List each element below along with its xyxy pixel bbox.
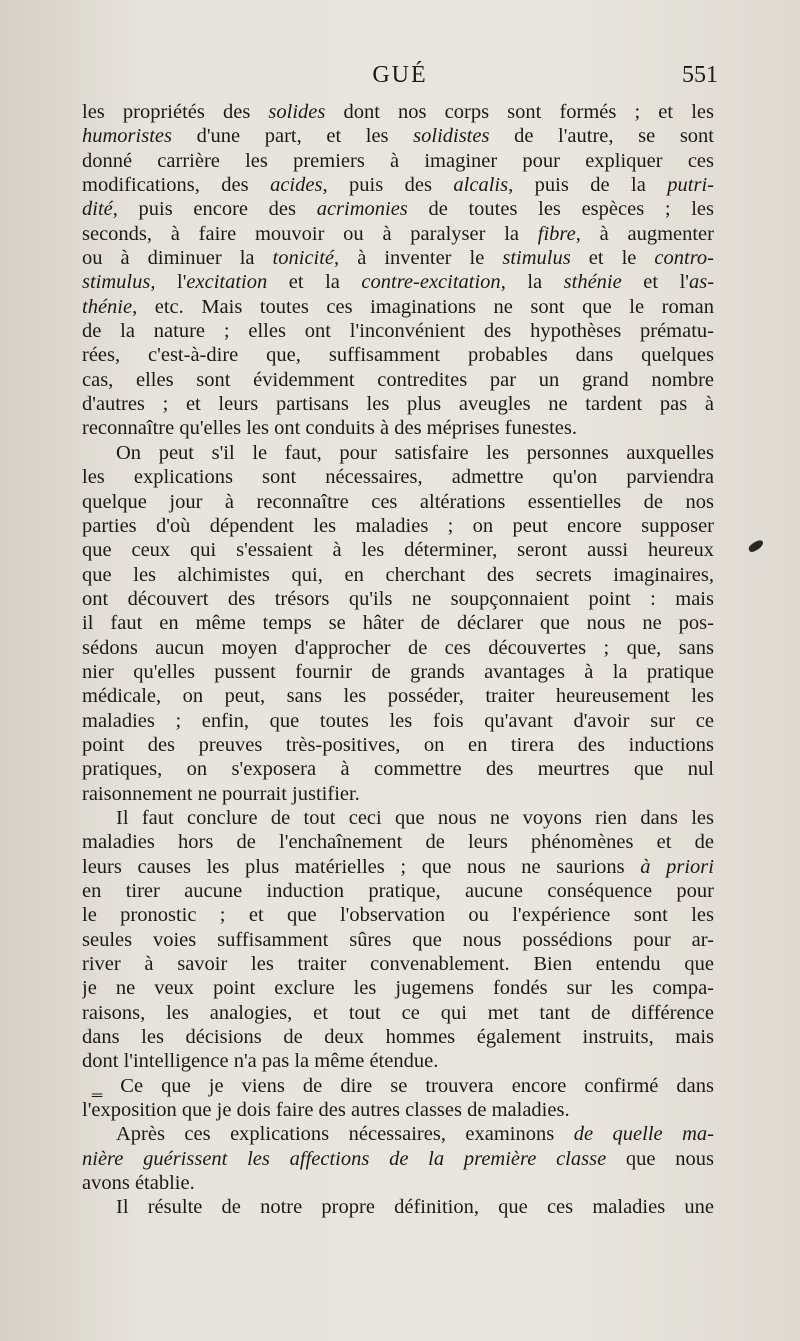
text-line	[82, 636, 714, 660]
italic-run: solidistes	[413, 125, 490, 148]
text-line	[82, 782, 714, 806]
text-run: seconds, à faire mouvoir ou à paralyser la	[82, 222, 538, 245]
text-run: ont découvert des trésors qu'ils ne soupçonnaient point : mais	[82, 587, 714, 610]
text-line	[82, 1098, 714, 1122]
text-run: On peut s'il le faut, pour satisfaire les personnes auxquelles	[116, 441, 714, 464]
text-run: parties d'où dépendent les maladies ; on peut encore supposer	[82, 514, 714, 537]
text-line	[82, 1074, 714, 1098]
dash-mark: ‗	[92, 1074, 121, 1097]
text-line	[82, 441, 714, 465]
paragraph	[82, 806, 714, 1074]
text-line	[82, 124, 714, 148]
text-run: reconnaître qu'elles les ont conduits à des méprises funestes.	[82, 417, 577, 440]
text-line	[82, 343, 714, 367]
text-run: dans les décisions de deux hommes également instruits, mais	[82, 1026, 714, 1049]
text-line	[82, 368, 714, 392]
text-run: cas, elles sont évidemment contredites par un grand nombre	[82, 368, 714, 391]
text-line	[82, 928, 714, 952]
text-line	[82, 1049, 714, 1073]
text-run: en tirer aucune induction pratique, aucune conséquence pour	[82, 880, 714, 902]
text-line	[82, 149, 714, 173]
text-run: donné carrière les premiers à imaginer pour expliquer ces	[82, 149, 714, 172]
page-number: 551	[682, 62, 718, 88]
paragraph	[82, 441, 714, 806]
text-line	[82, 197, 714, 221]
text-line	[82, 416, 714, 440]
paragraph	[82, 1122, 714, 1195]
text-run: dont nos corps sont formés ; et les	[325, 101, 714, 123]
running-head-title: GUÉ	[372, 62, 428, 88]
text-line	[82, 246, 714, 270]
italic-run: thénie	[82, 295, 133, 318]
text-line	[82, 660, 714, 684]
text-run: d'une part, et les	[171, 125, 414, 148]
text-run: raisonnement ne pourrait justifier.	[82, 782, 360, 805]
text-line	[82, 465, 714, 489]
text-line	[82, 100, 714, 124]
text-run: Ce que je viens de dire se trouvera encore confirmé dans	[120, 1074, 714, 1097]
text-run: quelque jour à reconnaître ces altérations essentielles de nos	[82, 490, 714, 513]
italic-run: dité	[82, 198, 113, 221]
text-run: d'autres ; et leurs partisans les plus aveugles ne tardent pas à	[82, 393, 714, 416]
italic-run: putri-	[667, 174, 714, 197]
text-line	[82, 757, 714, 781]
text-line	[82, 319, 714, 343]
text-run: , à augmenter	[575, 222, 714, 245]
paragraph	[82, 1195, 714, 1219]
text-run: maladies ; enfin, que toutes les fois qu'avant d'avoir sur ce	[82, 709, 714, 732]
italic-run: as-	[688, 271, 714, 294]
italic-run: stimulus	[82, 271, 151, 294]
text-run: seules voies suffisamment sûres que nous possédions pour ar-	[82, 928, 714, 951]
text-run: Après ces explications nécessaires, examinons	[116, 1123, 574, 1146]
text-line	[82, 173, 714, 197]
text-run: , puis de la	[508, 174, 668, 197]
text-run: avons établie.	[82, 1172, 195, 1195]
text-run: les explications sont nécessaires, admettre qu'on parviendra	[82, 466, 714, 489]
text-run: de l'autre, se sont	[489, 125, 714, 148]
text-line	[82, 976, 714, 1000]
text-run: , puis encore des	[112, 198, 317, 221]
italic-run: contro-	[654, 247, 714, 270]
text-run: , à inventer le	[334, 247, 503, 270]
text-run: leurs causes les plus matérielles ; que nous ne saurions	[82, 855, 641, 878]
italic-run: fibre	[537, 222, 576, 245]
text-run: de la nature ; elles ont l'inconvénient des hypothèses prématu-	[82, 320, 714, 343]
italic-run: stimulus	[502, 247, 571, 270]
text-run: modifications, des	[82, 174, 271, 197]
text-run: ou à diminuer la	[82, 247, 273, 270]
text-run: il faut en même temps se hâter de déclarer que nous ne pos-	[82, 612, 714, 635]
text-run: que ceux qui s'essaient à les déterminer, seront aussi heureux	[82, 539, 714, 562]
text-run: médicale, on peut, sans les posséder, traiter heureusement les	[82, 685, 714, 708]
text-line	[82, 270, 714, 294]
italic-run: alcalis	[453, 174, 509, 197]
text-run: , etc. Mais toutes ces imaginations ne sont que le roman	[132, 295, 714, 318]
text-run: pratiques, on s'exposera à commettre des meurtres que nul	[82, 758, 714, 781]
text-run: je ne veux point exclure les jugemens fondés sur les compa-	[82, 977, 714, 1000]
italic-run: excitation	[186, 271, 268, 294]
text-line	[82, 952, 714, 976]
text-line	[82, 1171, 714, 1195]
italic-run: à priori	[640, 855, 714, 878]
italic-run: acrimonies	[316, 198, 408, 221]
text-line	[82, 295, 714, 319]
text-run: raisons, les analogies, et tout ce qui met tant de différence	[82, 1001, 714, 1024]
ink-spot	[747, 539, 765, 554]
italic-run: contre-excitation	[361, 271, 501, 294]
text-run: de toutes les espèces ; les	[407, 198, 714, 221]
text-run: que nous	[606, 1147, 714, 1170]
text-run: dont l'intelligence n'a pas la même étendue.	[82, 1050, 439, 1073]
text-line	[82, 1147, 714, 1171]
text-line	[82, 879, 714, 903]
text-run: point des preuves très-positives, on en tirera des inductions	[82, 733, 714, 756]
text-line	[82, 1001, 714, 1025]
italic-run: humoristes	[82, 125, 172, 148]
text-line	[82, 684, 714, 708]
italic-run: nière guérissent les affections de la première classe	[82, 1147, 607, 1170]
text-run: le pronostic ; et que l'observation ou l'expérience sont les	[82, 904, 714, 927]
text-run: que les alchimistes qui, en cherchant des secrets imaginaires,	[82, 563, 714, 586]
text-line	[82, 855, 714, 879]
text-run: , la	[500, 271, 564, 294]
text-line	[82, 709, 714, 733]
text-line	[82, 830, 714, 854]
italic-run: de quelle ma-	[573, 1123, 714, 1146]
italic-run: acides	[270, 174, 323, 197]
text-run: et l'	[621, 271, 689, 294]
italic-run: solides	[268, 101, 326, 123]
running-head	[80, 62, 720, 102]
text-line	[82, 392, 714, 416]
text-line	[82, 222, 714, 246]
text-line	[82, 490, 714, 514]
text-run: rées, c'est-à-dire que, suffisamment probables dans quelques	[82, 344, 714, 367]
text-line	[82, 1025, 714, 1049]
text-run: , l'	[150, 271, 187, 294]
text-run: les propriétés des	[82, 101, 269, 123]
text-run: maladies hors de l'enchaînement de leurs phénomènes et de	[82, 831, 714, 854]
text-line	[82, 587, 714, 611]
text-run: Il faut conclure de tout ceci que nous ne voyons rien dans les	[116, 806, 714, 829]
text-line	[82, 806, 714, 830]
text-line	[82, 611, 714, 635]
text-run: Il résulte de notre propre définition, que ces maladies une	[116, 1196, 714, 1219]
text-line	[82, 538, 714, 562]
paragraph	[82, 1074, 714, 1123]
text-line	[82, 733, 714, 757]
text-run: et la	[267, 271, 362, 294]
text-run: nier qu'elles pussent fournir de grands avantages à la pratique	[82, 660, 714, 683]
text-line	[82, 514, 714, 538]
text-run: river à savoir les traiter convenablement. Bien entendu que	[82, 953, 714, 976]
paragraph	[82, 100, 714, 441]
text-run: sédons aucun moyen d'approcher de ces découvertes ; que, sans	[82, 636, 714, 659]
text-line	[82, 1195, 714, 1219]
text-run: , puis des	[322, 174, 454, 197]
text-line	[82, 1122, 714, 1146]
text-run: l'exposition que je dois faire des autres classes de maladies.	[82, 1099, 570, 1122]
italic-run: sthénie	[563, 271, 622, 294]
text-line	[82, 563, 714, 587]
body-text	[82, 100, 714, 1220]
text-line	[82, 903, 714, 927]
text-run: et le	[570, 247, 655, 270]
italic-run: tonicité	[272, 247, 335, 270]
